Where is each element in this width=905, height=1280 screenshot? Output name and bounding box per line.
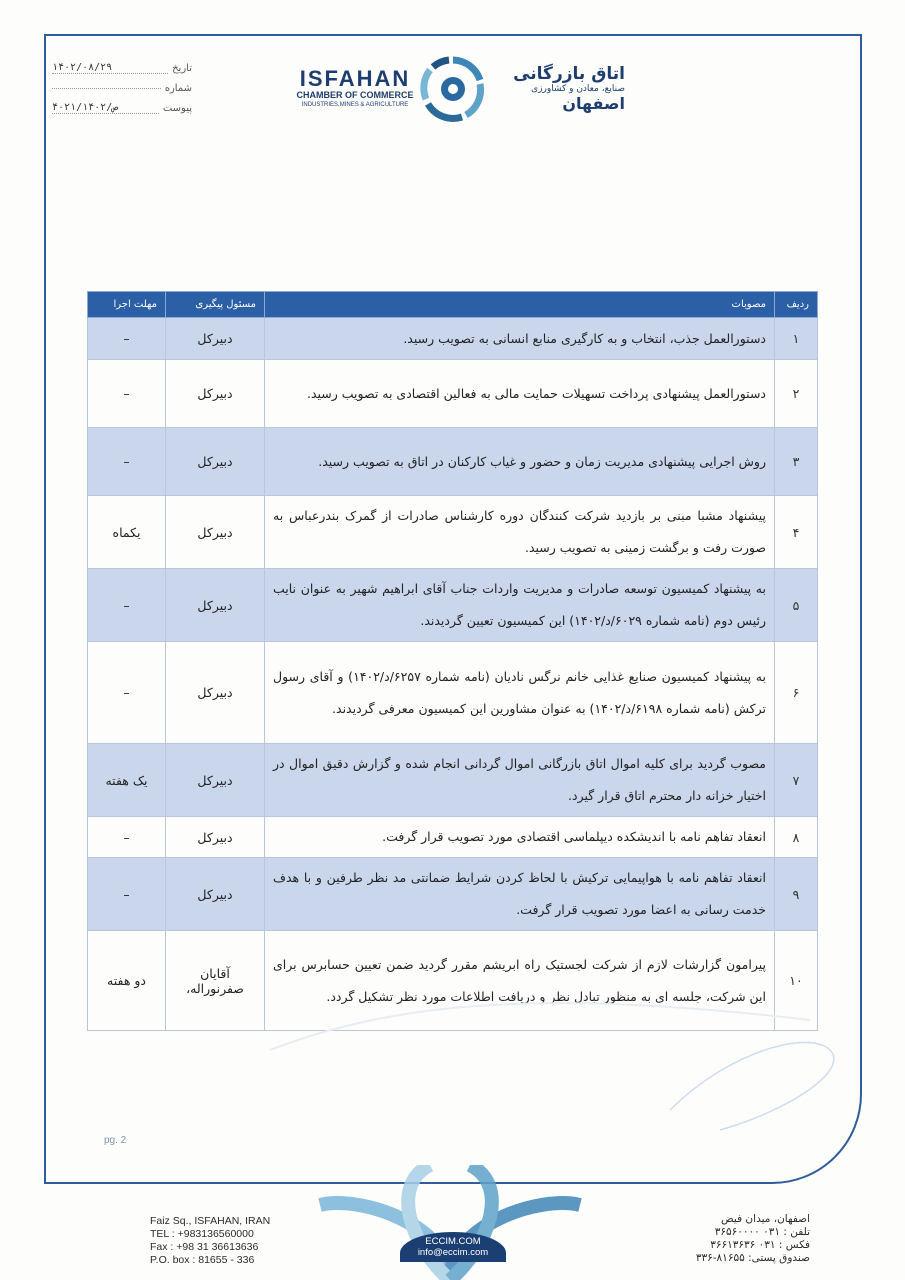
- row-owner: دبیرکل: [166, 858, 265, 931]
- footer-emblem-icon: [300, 1165, 600, 1280]
- row-number: ۹: [775, 858, 818, 931]
- row-deadline: –: [88, 318, 166, 360]
- table-row: [88, 858, 818, 931]
- row-text: مصوب گردید برای کلیه اموال اتاق بازرگانی اموال گردانی انجام شده و گزارش دقیق اموال در اختیار خزانه دار محترم اتاق قرار گیرد.: [265, 744, 775, 817]
- row-number: ۱: [775, 318, 818, 360]
- logo-persian: [495, 64, 625, 113]
- table-header-row: [88, 292, 818, 318]
- row-number: ۶: [775, 642, 818, 744]
- row-deadline: یکماه: [88, 496, 166, 569]
- attachment-label: پیوست: [162, 102, 192, 114]
- letter-meta: [52, 58, 192, 118]
- footer-email-link[interactable]: info@eccim.com: [417, 1247, 489, 1258]
- row-deadline: یک هفته: [88, 744, 166, 817]
- date-value: ۱۴۰۲/۰۸/۲۹: [52, 62, 168, 74]
- row-deadline: –: [88, 360, 166, 428]
- logo-fa-line1: اتاق بازرگانی: [513, 64, 625, 84]
- attachment-row: [52, 98, 192, 118]
- row-owner: دبیرکل: [166, 642, 265, 744]
- table-row: [88, 817, 818, 858]
- row-deadline: –: [88, 817, 166, 858]
- date-label: تاریخ: [172, 62, 192, 74]
- logo-en-line3: INDUSTRIES,MINES & AGRICULTURE: [301, 102, 409, 108]
- footer-en-pobox: P.O. box : 81655 - 336: [150, 1254, 255, 1266]
- table-row: [88, 360, 818, 428]
- row-owner: دبیرکل: [166, 817, 265, 858]
- row-deadline: –: [88, 569, 166, 642]
- header-owner: مسئول پیگیری: [166, 292, 265, 318]
- logo-en-line1: ISFAHAN: [299, 66, 411, 91]
- row-deadline: دو هفته: [88, 931, 166, 1031]
- row-text: دستورالعمل پیشنهادی پرداخت تسهیلات حمایت مالی به فعالین اقتصادی به تصویب رسید.: [265, 360, 775, 428]
- footer-contact-persian: [600, 1213, 810, 1265]
- logo-fa-line3: اصفهان: [562, 94, 625, 113]
- table-row: [88, 744, 818, 817]
- logo-fa-line2: صنایع، معادن و کشاورزی: [531, 84, 625, 94]
- table-row: [88, 569, 818, 642]
- row-text: انعقاد تفاهم نامه با هواپیمایی ترکیش با لحاظ کردن شرایط ضمانتی مد نظر طرفین و با هدف خدمت رسانی به اعضا مورد تصویب قرار گرفت.: [265, 858, 775, 931]
- row-number: ۷: [775, 744, 818, 817]
- row-owner: آقایان صفرنوراله،: [166, 931, 265, 1031]
- row-number: ۸: [775, 817, 818, 858]
- row-owner: دبیرکل: [166, 360, 265, 428]
- footer-en-fax: Fax : +98 31 36613636: [150, 1241, 259, 1253]
- header-row-number: ردیف: [775, 292, 818, 318]
- row-text: دستورالعمل جذب، انتخاب و به کارگیری منابع انسانی به تصویب رسید.: [265, 318, 775, 360]
- footer-en-address: Faiz Sq., ISFAHAN, IRAN: [150, 1215, 271, 1227]
- number-value: [52, 88, 161, 89]
- row-text: به پیشنهاد کمیسیون صنایع غذایی خانم نرگس نادیان (نامه شماره ۶۲۵۷/د/۱۴۰۲) و آقای رسول ترکش (نامه شماره ۶۱۹۸/د/۱۴۰۲) به عنوان مشاورین این کمیسیون معرفی گردیدند.: [265, 642, 775, 744]
- table-row: [88, 642, 818, 744]
- logo-emblem-icon: [418, 54, 488, 124]
- date-row: [52, 58, 192, 78]
- footer-website-link[interactable]: ECCIM.COM: [425, 1236, 481, 1247]
- row-deadline: –: [88, 428, 166, 496]
- table-row: [88, 496, 818, 569]
- header-deadline: مهلت اجرا: [88, 292, 166, 318]
- footer-en-tel: TEL : +983136560000: [150, 1228, 254, 1240]
- row-text: پیرامون گزارشات لازم از شرکت لجستیک راه ابریشم مقرر گردید ضمن تعیین حسابرس برای این شرکت، جلسه ای به منظور تبادل نظر و دریافت اطلاعات مورد نظر تشکیل گردد.: [265, 931, 775, 1031]
- row-deadline: –: [88, 858, 166, 931]
- logo-english: [290, 66, 420, 108]
- decorative-swirl: [250, 990, 850, 1150]
- table-row: [88, 318, 818, 360]
- row-text: پیشنهاد مشبا مبنی بر بازدید شرکت کنندگان دوره کارشناس صادرات از گمرک بندرعباس به صورت رفت و برگشت زمینی به تصویب رسید.: [265, 496, 775, 569]
- row-number: ۱۰: [775, 931, 818, 1031]
- row-owner: دبیرکل: [166, 318, 265, 360]
- row-text: به پیشنهاد کمیسیون توسعه صادرات و مدیریت واردات جناب آقای ابراهیم شهیر به عنوان نایب رئیس دوم (نامه شماره ۶۰۲۹/د/۱۴۰۲) این کمیسیون تعیین گردیدند.: [265, 569, 775, 642]
- row-owner: دبیرکل: [166, 428, 265, 496]
- row-number: ۳: [775, 428, 818, 496]
- chamber-logo: [290, 54, 630, 124]
- footer-contact-english: [150, 1215, 270, 1267]
- footer-fa-tel: تلفن : ۰۳۱ ۳۶۵۶۰۰۰۰: [714, 1226, 810, 1238]
- logo-en-line2: CHAMBER OF COMMERCE: [296, 90, 414, 100]
- row-owner: دبیرکل: [166, 744, 265, 817]
- page-number: pg. 2: [104, 1135, 127, 1146]
- row-number: ۴: [775, 496, 818, 569]
- number-row: [52, 78, 192, 98]
- footer-fa-fax: فکس : ۰۳۱ ۳۶۶۱۳۶۳۶: [710, 1239, 810, 1251]
- row-text: انعقاد تفاهم نامه با اندیشکده دیپلماسی اقتصادی مورد تصویب قرار گرفت.: [265, 817, 775, 858]
- resolutions-table: [87, 291, 818, 1031]
- attachment-value: ۴۰۲۱/ص/۱۴۰۲: [52, 102, 159, 114]
- footer-fa-address: اصفهان، میدان فیض: [721, 1213, 810, 1225]
- row-text: روش اجرایی پیشنهادی مدیریت زمان و حضور و غیاب کارکنان در اتاق به تصویب رسید.: [265, 428, 775, 496]
- number-label: شماره: [164, 82, 192, 94]
- row-owner: دبیرکل: [166, 496, 265, 569]
- table-row: [88, 428, 818, 496]
- row-number: ۲: [775, 360, 818, 428]
- row-number: ۵: [775, 569, 818, 642]
- row-deadline: –: [88, 642, 166, 744]
- footer-web: [408, 1236, 498, 1258]
- header-resolution: مصوبات: [265, 292, 775, 318]
- row-owner: دبیرکل: [166, 569, 265, 642]
- footer-fa-pobox: صندوق پستی: ۸۱۶۵۵-۳۳۶: [695, 1252, 810, 1264]
